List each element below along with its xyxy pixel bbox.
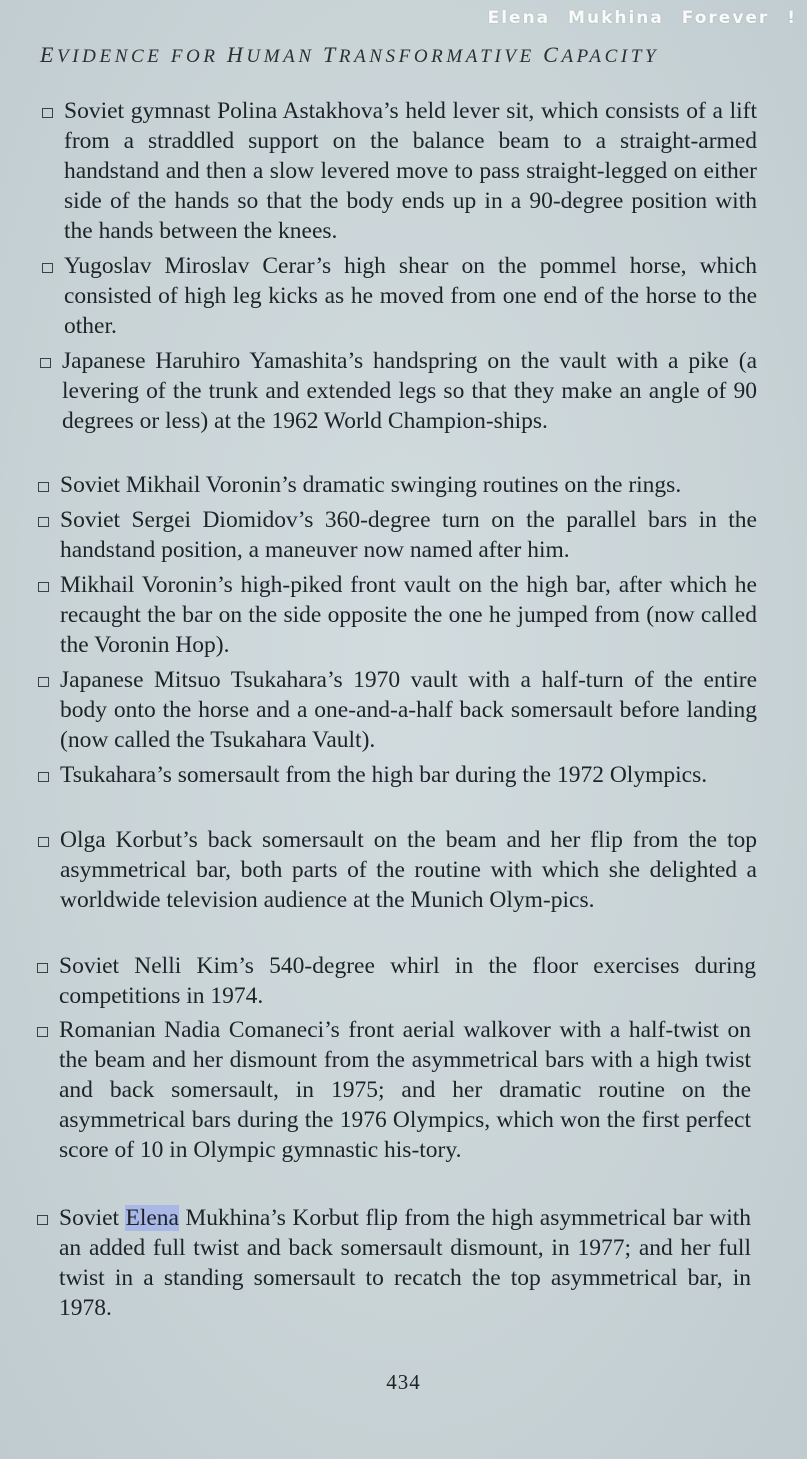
checkbox-bullet-icon: [42, 263, 53, 273]
page-number: 434: [386, 1370, 421, 1394]
checkbox-bullet-icon: [38, 837, 49, 847]
text-segment: Mukhina’s Korbut flip from the high asymmetrical bar with an added full twist and back somersault dismount, in 1977; and her full twist in a standing somersault to recatch the top asymmetrical bar, in 1978.: [59, 1205, 752, 1321]
list-item-text: Soviet Nelli Kim’s 540-degree whirl in the floor exercises during competitions in 1974.: [59, 953, 756, 1009]
running-head-word: VIDENCE: [57, 46, 163, 67]
list-item-text: Romanian Nadia Comaneci’s front aerial walkover with a half-twist on the beam and her dismount from the asymmetrical bars with a high twist and back somersault, in 1975; and her dramatic routine on the asymmetrical bars during the 1976 Olympics, which won the first perfect score of 10 in Olympic gymnastic his-tory.: [59, 1017, 751, 1163]
checkbox-bullet-icon: [38, 677, 49, 687]
list-item-text: Yugoslav Miroslav Cerar’s high shear on the pommel horse, which consisted of high leg kicks as he moved from one end of the horse to the other.: [64, 253, 757, 339]
checkbox-bullet-icon: [42, 108, 53, 118]
list-item-text: Japanese Mitsuo Tsukahara’s 1970 vault with a half-turn of the entire body onto the horse and a one-and-a-half back somersault before landing (now called the Tsukahara Vault).: [60, 667, 757, 753]
list-item-text: Soviet Mikhail Voronin’s dramatic swinging routines on the rings.: [60, 472, 682, 498]
running-head-word: UMAN: [246, 46, 315, 67]
checkbox-bullet-icon: [38, 482, 49, 492]
checkbox-bullet-icon: [40, 358, 51, 368]
running-head-initial: H: [226, 42, 247, 67]
checkbox-bullet-icon: [38, 582, 49, 592]
list-item-text: Mikhail Voronin’s high-piked front vault on the high bar, after which he recaught the bar on the side opposite the one he jumped from (now called the Voronin Hop).: [60, 572, 757, 658]
list-item-text: [59, 1203, 751, 1323]
running-head-initial: C: [543, 42, 562, 67]
checkbox-bullet-icon: [37, 1215, 48, 1225]
checkbox-bullet-icon: [38, 772, 49, 782]
text-segment: Soviet: [59, 1205, 126, 1231]
checkbox-bullet-icon: [38, 517, 49, 527]
running-head-word: RANSFORMATIVE: [338, 46, 535, 67]
list-item-text: Soviet Sergei Diomidov’s 360-degree turn on the parallel bars in the handstand position, a maneuver now named after him.: [60, 507, 757, 563]
list-item-text: Japanese Haruhiro Yamashita’s handspring on the vault with a pike (a levering of the trunk and extended legs so that they make an angle of 90 degrees or less) at the 1962 World Champion-ships.: [62, 348, 757, 434]
running-head-word: APACITY: [561, 46, 660, 67]
checkbox-bullet-icon: [37, 1027, 48, 1037]
list-item-text: Soviet gymnast Polina Astakhova’s held lever sit, which consists of a lift from a straddled support on the balance beam to a straight-armed handstand and then a slow levered move to pass straight-legged on either side of the hands so that the body ends up in a 90-degree position with the hands between the knees.: [64, 98, 757, 244]
running-head-word: FOR: [170, 46, 219, 67]
watermark: Elena Mukhina Forever !: [487, 8, 797, 28]
running-head-initial: E: [40, 42, 58, 67]
list-item-text: Tsukahara’s somersault from the high bar during the 1972 Olympics.: [60, 762, 708, 788]
running-head: [40, 42, 740, 68]
running-head-initial: T: [323, 42, 339, 67]
search-highlight: Elena: [125, 1205, 179, 1231]
list-item-text: Olga Korbut’s back somersault on the beam and her flip from the top asymmetrical bar, both parts of the routine with which she delighted a worldwide television audience at the Munich Olym-pics.: [60, 827, 757, 913]
checkbox-bullet-icon: [37, 963, 48, 973]
